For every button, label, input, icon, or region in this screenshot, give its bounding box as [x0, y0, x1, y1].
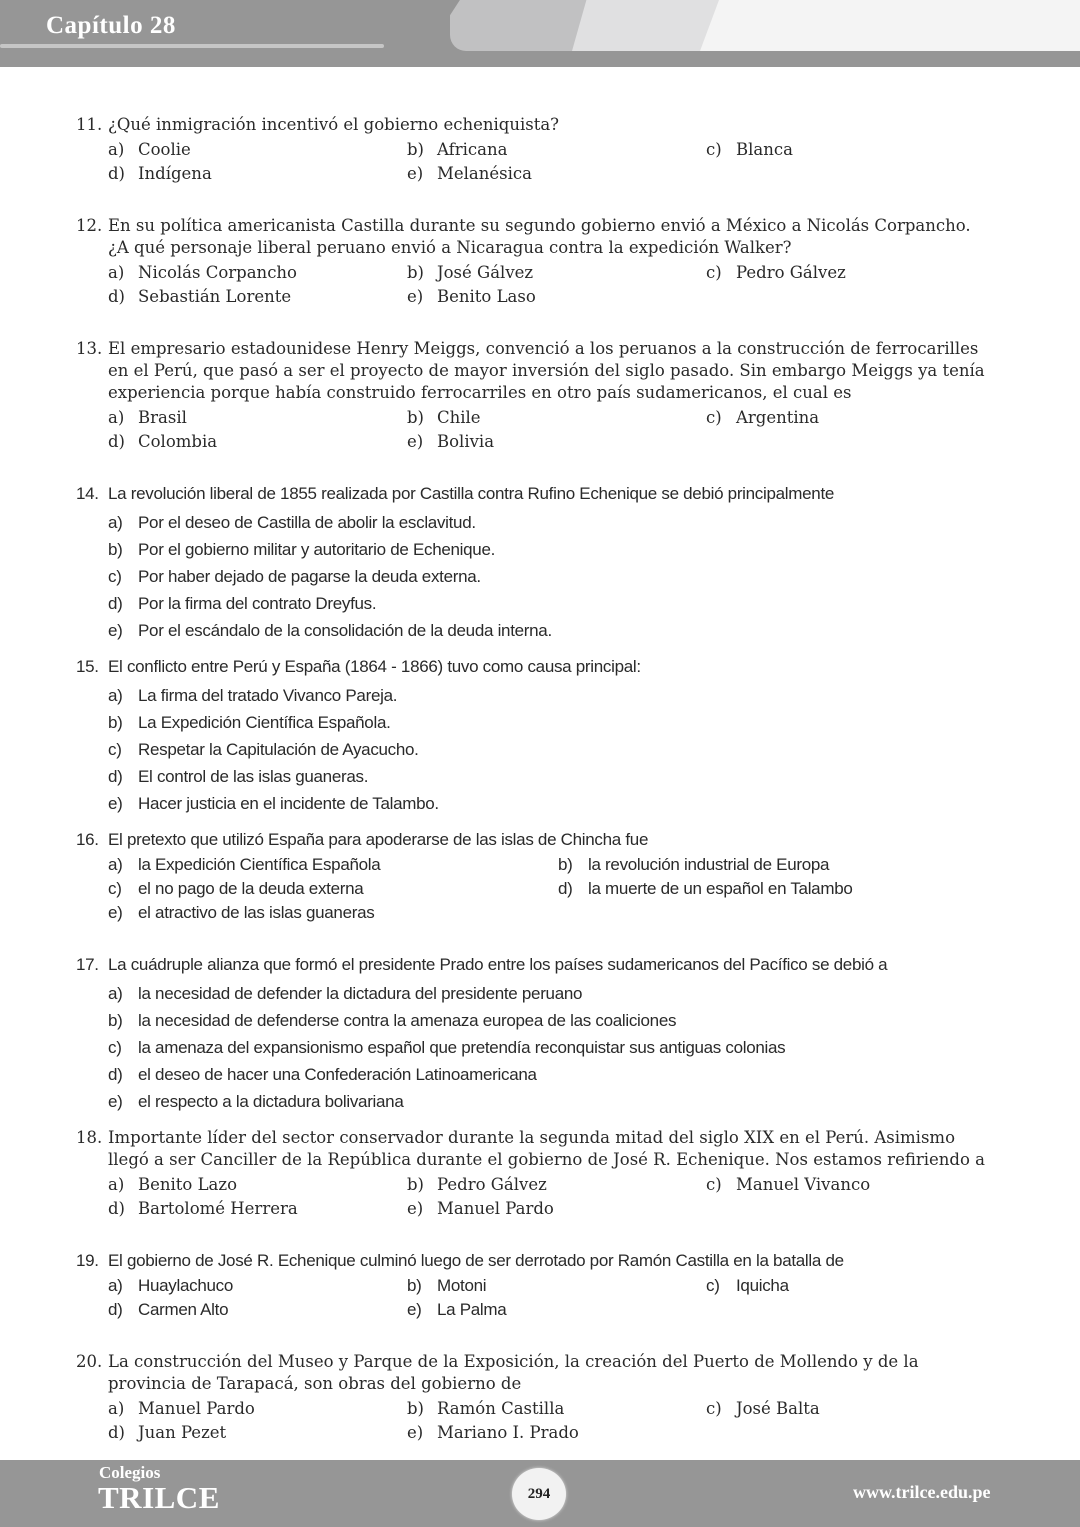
option-letter: c): [108, 1038, 122, 1057]
option-a[interactable]: [108, 138, 407, 162]
option-letter: e): [108, 1092, 123, 1111]
option-text: Por haber dejado de pagarse la deuda externa.: [138, 567, 481, 586]
option-text: Brasil: [138, 408, 187, 427]
option-b[interactable]: [407, 261, 706, 285]
option-text: Nicolás Corpancho: [138, 263, 297, 282]
option-letter: e): [407, 1300, 422, 1319]
question-number: 20.: [76, 1352, 103, 1371]
question-12: [76, 215, 986, 309]
question-stem: La cuádruple alianza que formó el presidente Prado entre los países sudamericanos del Pacífico se debió a: [108, 955, 888, 974]
option-text: Ramón Castilla: [437, 1399, 565, 1418]
question-number: 11.: [76, 115, 103, 134]
option-c[interactable]: [108, 1034, 986, 1061]
option-letter: a): [108, 984, 123, 1003]
options: [76, 1397, 986, 1445]
options: [76, 853, 986, 925]
option-text: Manuel Pardo: [437, 1199, 554, 1218]
option-text: la muerte de un español en Talambo: [588, 879, 853, 898]
options: [76, 1173, 986, 1221]
title-underline: [0, 44, 384, 48]
option-text: Bolivia: [437, 432, 495, 451]
option-letter: a): [108, 686, 123, 705]
option-text: Benito Lazo: [138, 1175, 238, 1194]
option-letter: c): [706, 140, 722, 159]
option-letter: d): [108, 287, 125, 306]
chapter-header: [0, 0, 1080, 67]
option-text: Por el deseo de Castilla de abolir la esclavitud.: [138, 513, 476, 532]
option-letter: e): [108, 903, 123, 922]
option-a[interactable]: [108, 980, 986, 1007]
question-17: [76, 954, 986, 1115]
question-number: 12.: [76, 216, 103, 235]
option-letter: e): [407, 287, 424, 306]
option-e[interactable]: [108, 901, 558, 925]
page-footer: [0, 1460, 1080, 1527]
question-number: 13.: [76, 339, 103, 358]
question-11: [76, 114, 986, 186]
option-letter: b): [558, 855, 573, 874]
option-a[interactable]: [108, 406, 407, 430]
option-text: Hacer justicia en el incidente de Talambo.: [138, 794, 439, 813]
question-number: 16.: [76, 830, 99, 849]
page-number-badge: [512, 1468, 566, 1520]
option-letter: b): [108, 540, 123, 559]
option-c[interactable]: [108, 736, 986, 763]
option-text: José Balta: [736, 1399, 820, 1418]
page-number: 294: [527, 1485, 551, 1502]
option-c[interactable]: [706, 1397, 1005, 1421]
option-text: El control de las islas guaneras.: [138, 767, 369, 786]
option-text: el atractivo de las islas guaneras: [138, 903, 375, 922]
option-b[interactable]: [407, 1274, 706, 1298]
option-text: La firma del tratado Vivanco Pareja.: [138, 686, 398, 705]
option-d[interactable]: [108, 1061, 986, 1088]
option-d[interactable]: [108, 590, 986, 617]
option-text: Manuel Vivanco: [736, 1175, 871, 1194]
option-d[interactable]: [108, 1298, 407, 1322]
option-a[interactable]: [108, 682, 986, 709]
option-text: Argentina: [736, 408, 820, 427]
option-text: la revolución industrial de Europa: [588, 855, 830, 874]
option-e[interactable]: [108, 790, 986, 817]
question-stem: En su política americanista Castilla durante su segundo gobierno envió a México a Nicolás Corpancho. ¿A qué personaje liberal peruano envió a Nicaragua contra la expedición Walker?: [108, 216, 971, 257]
option-d[interactable]: [108, 162, 407, 186]
option-b[interactable]: [407, 138, 706, 162]
option-text: Motoni: [437, 1276, 487, 1295]
option-letter: b): [407, 140, 424, 159]
question-stem: El pretexto que utilizó España para apoderarse de las islas de Chincha fue: [108, 830, 649, 849]
option-letter: b): [108, 1011, 123, 1030]
option-c[interactable]: [706, 138, 1005, 162]
option-letter: a): [108, 1399, 125, 1418]
option-text: el no pago de la deuda externa: [138, 879, 364, 898]
option-a[interactable]: [108, 509, 986, 536]
option-text: Por el gobierno militar y autoritario de Echenique.: [138, 540, 496, 559]
option-letter: e): [108, 794, 123, 813]
brand-label: Colegios: [99, 1463, 161, 1482]
option-letter: e): [407, 1199, 424, 1218]
option-text: Coolie: [138, 140, 191, 159]
option-letter: c): [706, 263, 722, 282]
option-letter: a): [108, 855, 123, 874]
option-letter: e): [407, 432, 424, 451]
options: [76, 980, 986, 1115]
option-text: José Gálvez: [437, 263, 534, 282]
option-text: Indígena: [138, 164, 212, 183]
option-a[interactable]: [108, 1397, 407, 1421]
option-letter: d): [108, 1423, 125, 1442]
option-text: La Palma: [437, 1300, 507, 1319]
option-d[interactable]: [108, 285, 407, 309]
option-letter: e): [407, 1423, 424, 1442]
option-b[interactable]: [108, 709, 986, 736]
option-letter: d): [108, 1300, 123, 1319]
option-letter: e): [108, 621, 123, 640]
option-letter: d): [108, 1199, 125, 1218]
question-14: [76, 483, 986, 644]
option-text: la necesidad de defender la dictadura del presidente peruano: [138, 984, 583, 1003]
options: [76, 261, 986, 309]
question-stem: El empresario estadounidese Henry Meiggs, convenció a los peruanos a la construcción de ferrocarilles en el Perú, que pasó a ser el proyecto de mayor inversión del siglo pasado. Sin embargo Meiggs ya tenía experiencia porque había construido ferrocarriles en otro país sudamericanos, el cual es: [108, 339, 985, 402]
chapter-title: Capítulo 28: [46, 12, 176, 39]
option-e[interactable]: [108, 617, 986, 644]
question-20: [76, 1351, 986, 1445]
option-text: la necesidad de defenderse contra la amenaza europea de las coaliciones: [138, 1011, 677, 1030]
option-d[interactable]: [108, 763, 986, 790]
question-stem: La revolución liberal de 1855 realizada por Castilla contra Rufino Echenique se debió principalmente: [108, 484, 835, 503]
option-c[interactable]: [706, 406, 1005, 430]
option-text: Colombia: [138, 432, 218, 451]
option-c[interactable]: [108, 563, 986, 590]
option-text: Iquicha: [736, 1276, 789, 1295]
brand-logo: TRILCE: [98, 1480, 220, 1515]
option-letter: a): [108, 1276, 123, 1295]
option-b[interactable]: [558, 853, 1008, 877]
question-stem: El conflicto entre Perú y España (1864 - 1866) tuvo como causa principal:: [108, 657, 641, 676]
options: [76, 406, 986, 454]
question-stem: Importante líder del sector conservador durante la segunda mitad del siglo XIX en el Perú. Asimismo llegó a ser Canciller de la República durante el gobierno de José R. Echenique. Nos estamos refiriendo a: [108, 1128, 985, 1169]
question-number: 15.: [76, 657, 99, 676]
option-letter: b): [407, 1175, 424, 1194]
option-letter: c): [706, 1399, 722, 1418]
option-text: Melanésica: [437, 164, 532, 183]
option-letter: b): [407, 408, 424, 427]
question-number: 17.: [76, 955, 99, 974]
option-letter: c): [706, 1175, 722, 1194]
option-b[interactable]: [407, 1397, 706, 1421]
question-18: [76, 1127, 986, 1221]
question-number: 14.: [76, 484, 99, 503]
option-letter: c): [108, 879, 122, 898]
option-letter: b): [108, 713, 123, 732]
option-letter: c): [706, 1276, 720, 1295]
option-e[interactable]: [407, 430, 706, 454]
option-letter: a): [108, 263, 125, 282]
option-b[interactable]: [407, 1173, 706, 1197]
option-text: la amenaza del expansionismo español que pretendía reconquistar sus antiguas colonias: [138, 1038, 786, 1057]
question-stem: La construcción del Museo y Parque de la Exposición, la creación del Puerto de Mollendo y de la provincia de Tarapacá, son obras del gobierno de: [108, 1352, 919, 1393]
option-text: La Expedición Científica Española.: [138, 713, 391, 732]
option-letter: a): [108, 1175, 125, 1194]
question-number: 18.: [76, 1128, 103, 1147]
option-e[interactable]: [108, 1088, 986, 1115]
option-letter: a): [108, 408, 125, 427]
option-text: la Expedición Científica Española: [138, 855, 381, 874]
option-b[interactable]: [108, 1007, 986, 1034]
question-stem: ¿Qué inmigración incentivó el gobierno echeniquista?: [108, 115, 560, 134]
option-text: el respecto a la dictadura bolivariana: [138, 1092, 404, 1111]
question-13: [76, 338, 986, 454]
option-text: Mariano I. Prado: [437, 1423, 579, 1442]
header-decor-shape: [700, 0, 1080, 51]
option-text: Respetar la Capitulación de Ayacucho.: [138, 740, 419, 759]
option-text: Por el escándalo de la consolidación de la deuda interna.: [138, 621, 552, 640]
option-a[interactable]: [108, 853, 558, 877]
option-text: Bartolomé Herrera: [138, 1199, 298, 1218]
option-letter: a): [108, 140, 125, 159]
question-number: 19.: [76, 1251, 99, 1270]
option-d[interactable]: [558, 877, 1008, 901]
option-text: Carmen Alto: [138, 1300, 229, 1319]
option-d[interactable]: [108, 1197, 407, 1221]
option-d[interactable]: [108, 430, 407, 454]
option-e[interactable]: [407, 285, 706, 309]
option-text: Chile: [437, 408, 481, 427]
option-letter: d): [108, 1065, 123, 1084]
option-d[interactable]: [108, 1421, 407, 1445]
option-c[interactable]: [706, 261, 1005, 285]
option-letter: b): [407, 1276, 422, 1295]
option-text: Pedro Gálvez: [437, 1175, 547, 1194]
option-c[interactable]: [706, 1274, 1005, 1298]
option-text: Juan Pezet: [138, 1423, 227, 1442]
option-letter: d): [108, 164, 125, 183]
option-c[interactable]: [706, 1173, 1005, 1197]
option-text: el deseo de hacer una Confederación Latinoamericana: [138, 1065, 537, 1084]
options: [76, 682, 986, 817]
website-link[interactable]: www.trilce.edu.pe: [853, 1482, 991, 1502]
option-letter: d): [558, 879, 573, 898]
option-letter: b): [407, 263, 424, 282]
option-c[interactable]: [108, 877, 558, 901]
option-letter: d): [108, 767, 123, 786]
option-text: Blanca: [736, 140, 793, 159]
option-text: Huaylachuco: [138, 1276, 233, 1295]
option-b[interactable]: [108, 536, 986, 563]
option-letter: b): [407, 1399, 424, 1418]
option-letter: c): [706, 408, 722, 427]
option-text: Africana: [437, 140, 508, 159]
option-a[interactable]: [108, 1274, 407, 1298]
option-e[interactable]: [407, 1197, 706, 1221]
option-letter: a): [108, 513, 123, 532]
option-a[interactable]: [108, 261, 407, 285]
options: [76, 509, 986, 644]
question-15: [76, 656, 986, 817]
option-text: Sebastián Lorente: [138, 287, 292, 306]
option-letter: d): [108, 432, 125, 451]
option-e[interactable]: [407, 1421, 706, 1445]
question-stem: El gobierno de José R. Echenique culminó luego de ser derrotado por Ramón Castilla en la batalla de: [108, 1251, 844, 1270]
option-e[interactable]: [407, 1298, 706, 1322]
option-text: Por la firma del contrato Dreyfus.: [138, 594, 377, 613]
option-text: Manuel Pardo: [138, 1399, 255, 1418]
option-e[interactable]: [407, 162, 706, 186]
question-16: [76, 829, 986, 925]
option-text: Benito Laso: [437, 287, 536, 306]
option-b[interactable]: [407, 406, 706, 430]
option-text: Pedro Gálvez: [736, 263, 846, 282]
option-letter: c): [108, 740, 122, 759]
question-19: [76, 1250, 986, 1322]
option-letter: d): [108, 594, 123, 613]
options: [76, 138, 986, 186]
options: [76, 1274, 986, 1322]
option-a[interactable]: [108, 1173, 407, 1197]
option-letter: e): [407, 164, 424, 183]
option-letter: c): [108, 567, 122, 586]
question-list: [76, 114, 986, 1474]
